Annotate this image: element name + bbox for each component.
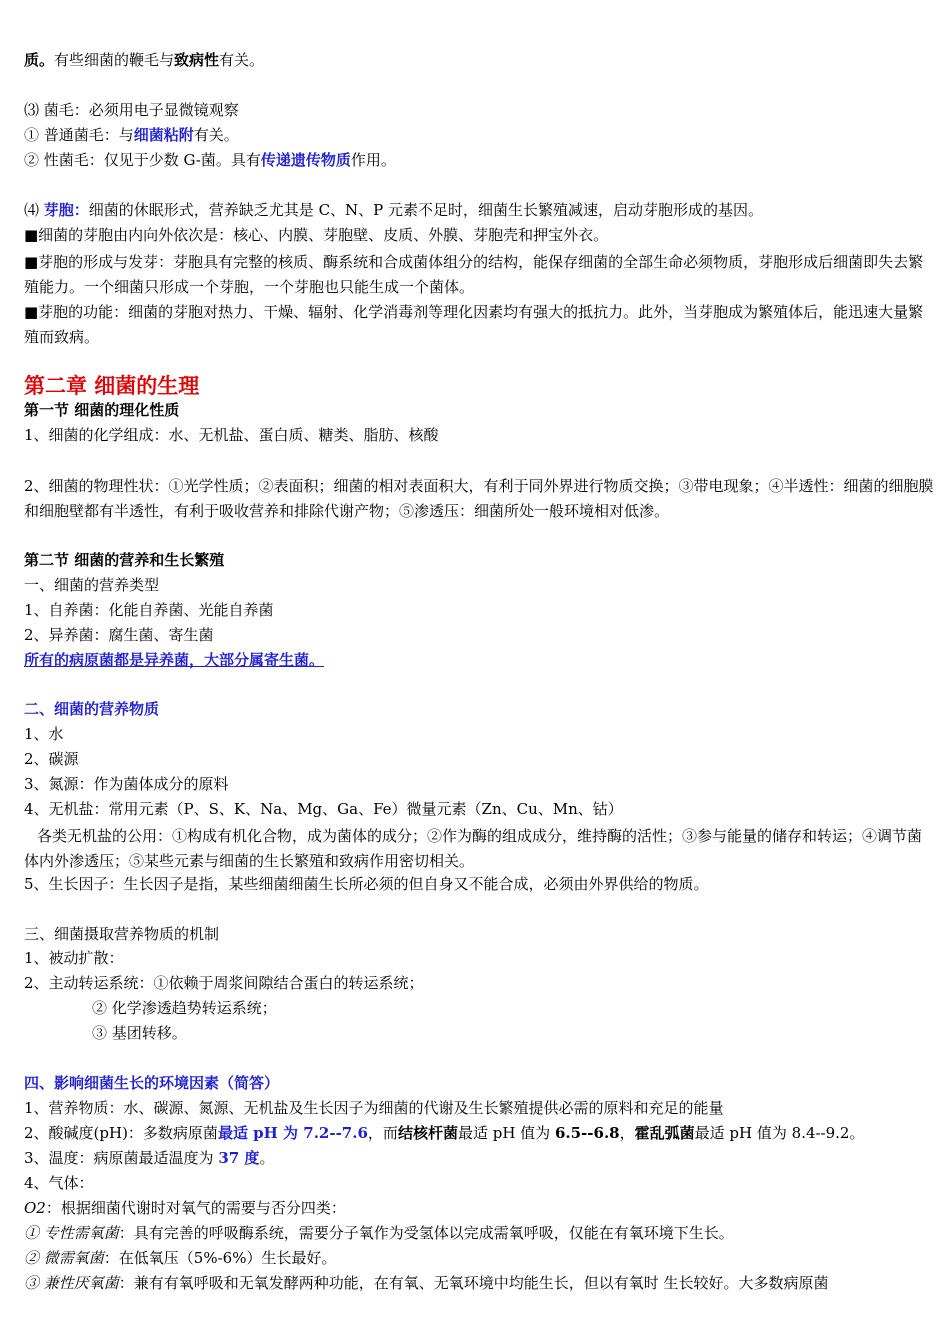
bold-text: 6.5--6.8 (554, 1124, 620, 1142)
text-line (24, 200, 763, 220)
text: 3、温度：病原菌最适温度为 (24, 1149, 219, 1167)
highlight-text: 芽胞： (43, 201, 89, 219)
text-line: ⑶ 菌毛：必须用电子显微镜观察 (24, 101, 239, 119)
text-line (24, 1223, 734, 1243)
text: ⑷ (24, 201, 44, 219)
text: 2、酸碱度(pH)：多数病原菌 (24, 1124, 218, 1142)
text: ：在低氧压（5%-6%）生长最好。 (103, 1249, 337, 1267)
text-line: 1、细菌的化学组成：水、无机盐、蛋白质、糖类、脂肪、核酸 (24, 426, 439, 444)
text: ：具有完善的呼吸酶系统，需要分子氧作为受氢体以完成需氧呼吸，仅能在有氧环境下生长。 (118, 1224, 734, 1242)
bold-text: 质。 (24, 51, 55, 69)
text: 最适 pH 值为 8.4--9.2。 (694, 1124, 865, 1142)
text: ：根据细菌代谢时对氧气的需要与否分四类： (45, 1199, 346, 1217)
text: ① 普通菌毛：与 (24, 126, 134, 144)
highlight-text: 最适 pH 为 7.2--7.6 (217, 1124, 368, 1142)
text-paragraph: ■芽胞的功能：细菌的芽胞对热力、干燥、辐射、化学消毒剂等理化因素均有强大的抵抗力。此外，当芽胞成为繁殖体后，能迅速大量繁殖而致病。 (24, 303, 924, 346)
text-line: 5、生长因子：生长因子是指，某些细菌细菌生长所必须的但自身又不能合成，必须由外界供给的物质。 (24, 875, 709, 893)
text-line: 2、碳源 (24, 750, 79, 768)
subsection-title: 三、细菌摄取营养物质的机制 (24, 925, 220, 943)
text-line: 4、气体： (24, 1174, 94, 1192)
text: 作用。 (350, 151, 396, 169)
text-line (24, 1148, 274, 1168)
text: ，而 (367, 1124, 398, 1142)
text-line: 3、氮源：作为菌体成分的原料 (24, 775, 229, 793)
bold-text: 致病性 (174, 51, 220, 69)
highlight-text: 细菌粘附 (133, 126, 194, 144)
text: 有关。 (219, 51, 265, 69)
italic-text: ① 专性需氧菌 (24, 1224, 119, 1242)
italic-text: ② 微需氧菌 (24, 1249, 104, 1267)
text-line: 1、自养菌：化能自养菌、光能自养菌 (24, 601, 274, 619)
section-title: 第二节 细菌的营养和生长繁殖 (24, 551, 225, 569)
text-line: 一、细菌的营养类型 (24, 576, 160, 594)
text-line: 1、水 (24, 725, 64, 743)
bold-text: 结核杆菌 (397, 1124, 458, 1142)
highlight-text: 传递遗传物质 (260, 151, 351, 169)
text: 有些细菌的鞭毛与 (54, 51, 175, 69)
section-title: 第一节 细菌的理化性质 (24, 401, 180, 419)
text: 有关。 (193, 126, 239, 144)
text-line: ② 化学渗透趋势转运系统； (92, 999, 277, 1017)
text-line: 1、营养物质：水、碳源、氮源、无机盐及生长因子为细菌的代谢及生长繁殖提供必需的原料和充足的能量 (24, 1099, 724, 1117)
text: ， (619, 1124, 635, 1142)
text-line (24, 1123, 864, 1143)
text-line: ■细菌的芽胞由内向外依次是：核心、内膜、芽胞壁、皮质、外膜、芽胞壳和押宝外衣。 (24, 226, 609, 244)
text: 。 (259, 1149, 275, 1167)
text: 最适 pH 值为 (457, 1124, 555, 1142)
text-line (24, 50, 264, 70)
text-line (24, 125, 239, 145)
highlight-text: 37 度 (218, 1149, 260, 1167)
text: ② 性菌毛：仅见于少数 G-菌。具有 (24, 151, 261, 169)
text-line: ③ 基团转移。 (92, 1024, 187, 1042)
text-paragraph: 各类无机盐的公用：①构成有机化合物，成为菌体的成分；②作为酶的组成成分，维持酶的活性；③参与能量的储存和转运；④调节菌体内外渗透压；⑤某些元素与细菌的生长繁殖和致病作用密切相关。 (24, 827, 923, 870)
text-line: 2、主动转运系统：①依赖于周浆间隙结合蛋白的转运系统； (24, 974, 424, 992)
text-line: 1、被动扩散： (24, 949, 124, 967)
subsection-title: 二、细菌的营养物质 (24, 700, 160, 718)
chapter-title: 第二章 细菌的生理 (24, 373, 200, 398)
text-line (24, 1248, 336, 1268)
subsection-title: 四、影响细菌生长的环境因素（简答） (24, 1074, 280, 1092)
text-line (24, 150, 396, 170)
text-line: 4、无机盐：常用元素（P、S、K、Na、Mg、Ga、Fe）微量元素（Zn、Cu、Mn、钴） (24, 800, 623, 818)
bold-text: 霍乱弧菌 (634, 1124, 695, 1142)
text-line (24, 1198, 346, 1218)
text-paragraph: 2、细菌的物理性状：①光学性质；②表面积；细菌的相对表面积大，有利于同外界进行物质交换；③带电现象；④半透性：细菌的细胞膜和细胞壁都有半透性，有利于吸收营养和排除代谢产物；⑤渗透压：细菌所处一般环境相对低渗。 (24, 477, 934, 520)
highlight-note: 所有的病原菌都是异养菌，大部分属寄生菌。 (24, 651, 325, 669)
text-line (24, 1273, 829, 1293)
italic-text: O2 (24, 1199, 46, 1217)
italic-text: ③ 兼性厌氧菌 (24, 1274, 119, 1292)
text-paragraph: ■芽胞的形成与发芽：芽胞具有完整的核质、酶系统和合成菌体组分的结构，能保存细菌的全部生命必须物质，芽胞形成后细菌即失去繁殖能力。一个细菌只形成一个芽胞，一个芽胞也只能生成一个菌体。 (24, 253, 924, 296)
text-line: 2、异养菌：腐生菌、寄生菌 (24, 626, 214, 644)
text: 细菌的休眠形式，营养缺乏尤其是 C、N、P 元素不足时，细菌生长繁殖减速，启动芽胞形成的基因。 (88, 201, 764, 219)
text: ：兼有有氧呼吸和无氧发酵两种功能，在有氧、无氧环境中均能生长，但以有氧时 生长较好。大多数病原菌 (118, 1274, 829, 1292)
